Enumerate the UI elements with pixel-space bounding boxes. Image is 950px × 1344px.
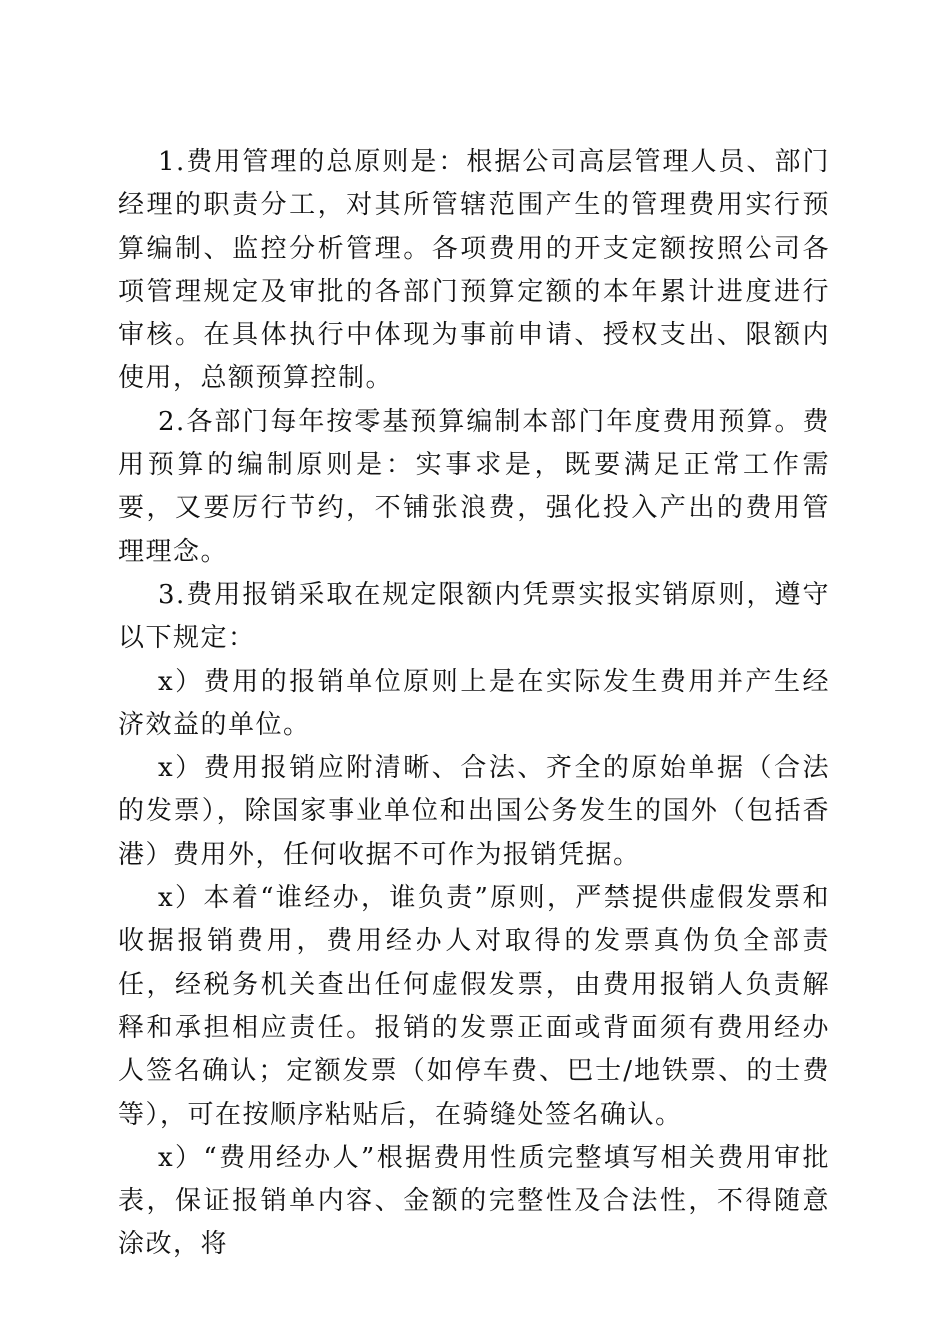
paragraph-budget: 2.各部门每年按零基预算编制本部门年度费用预算。费用预算的编制原则是：实事求是，既要满足正常工作需要，又要厉行节约，不铺张浪费，强化投入产出的费用管理理念。 — [118, 406, 830, 567]
paragraph-reimbursement: 3.费用报销采取在规定限额内凭票实报实销原则，遵守以下规定： — [118, 579, 830, 654]
rule-original-documents: x）费用报销应附清晰、合法、齐全的原始单据（合法的发票），除国家事业单位和出国公务发生的国外（包括香港）费用外，任何收据不可作为报销凭据。 — [118, 753, 830, 870]
document-body — [118, 141, 830, 1267]
rule-approval-form: x）“费用经办人”根据费用性质完整填写相关费用审批表，保证报销单内容、金额的完整性及合法性，不得随意涂改，将 — [118, 1142, 830, 1260]
rule-reimbursement-unit: x）费用的报销单位原则上是在实际发生费用并产生经济效益的单位。 — [118, 666, 830, 740]
paragraph-principle: 1.费用管理的总原则是：根据公司高层管理人员、部门经理的职责分工，对其所管辖范围产生的管理费用实行预算编制、监控分析管理。各项费用的开支定额按照公司各项管理规定及审批的各部门预算定额的本年累计进度进行审核。在具体执行中体现为事前申请、授权支出、限额内使用，总额预算控制。 — [118, 147, 830, 394]
rule-responsibility: x）本着“谁经办，谁负责”原则，严禁提供虚假发票和收据报销费用，费用经办人对取得的发票真伪负全部责任，经税务机关查出任何虚假发票，由费用报销人负责解释和承担相应责任。报销的发票正面或背面须有费用经办人签名确认；定额发票（如停车费、巴士/地铁票、的士费等），可在按顺序粘贴后，在骑缝处签名确认。 — [118, 883, 830, 1130]
